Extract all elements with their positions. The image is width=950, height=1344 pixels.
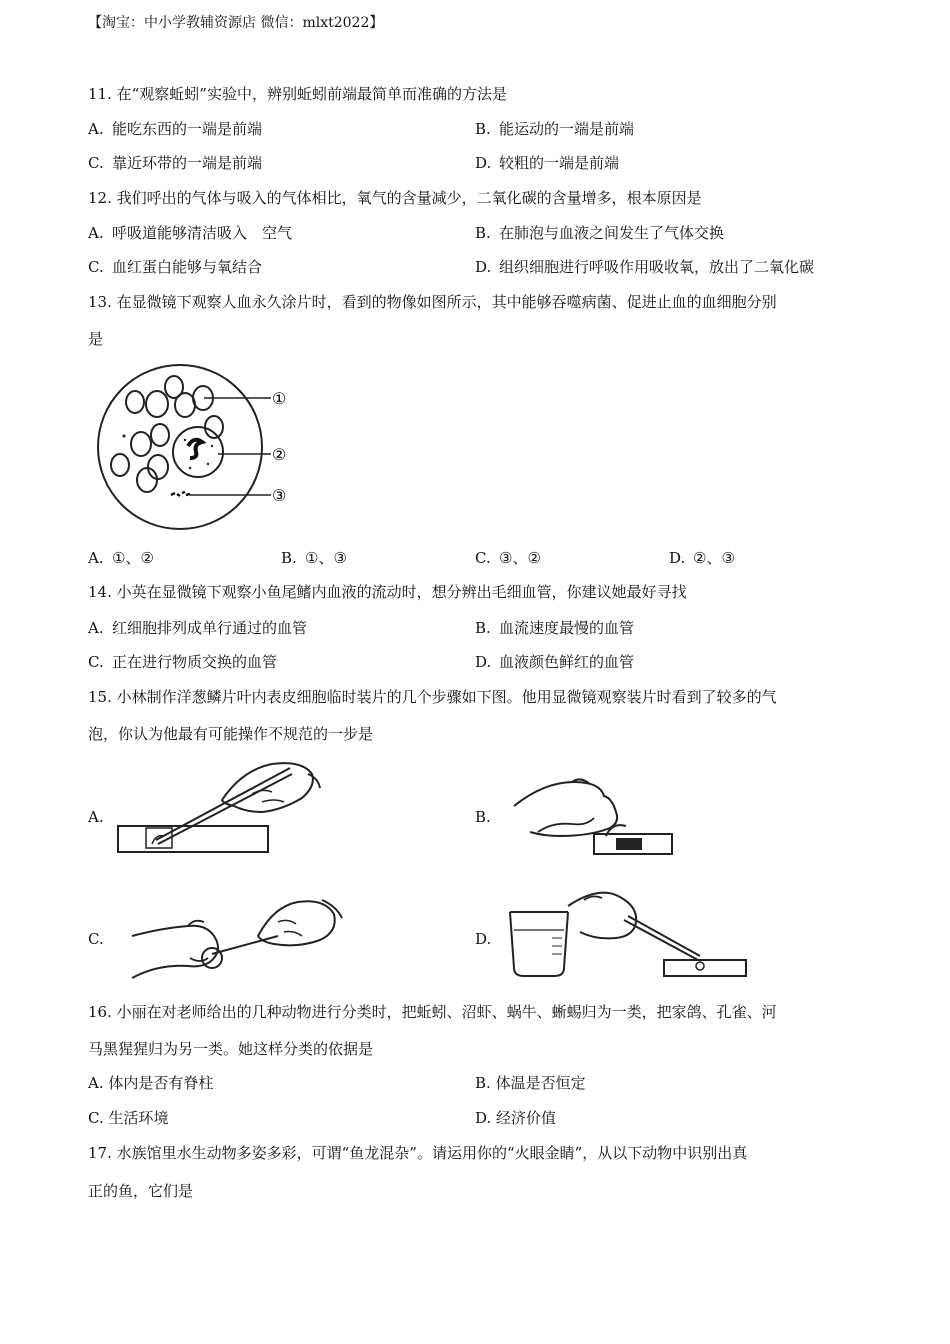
question-15-stem-line2: 泡，你认为他最有可能操作不规范的一步是: [88, 725, 374, 743]
q13-option-a: A. ①、②: [88, 549, 154, 567]
question-16-stem-line1: 16. 小丽在对老师给出的几种动物进行分类时，把蚯蚓、沼虾、蜗牛、蜥蜴归为一类，把家鸽、孔雀、河: [88, 1003, 777, 1021]
question-17-stem-line1: 17. 水族馆里水生动物多姿多彩，可谓“鱼龙混杂”。请运用你的“火眼金睛”，从以下动物中识别出真: [88, 1144, 748, 1162]
q11-option-a: A. 能吃东西的一端是前端: [88, 120, 263, 138]
q13-option-d: D. ②、③: [669, 549, 735, 567]
q15-option-c-label: C.: [88, 930, 104, 948]
q15-figure-a-tweezers: [112, 760, 322, 860]
q15-option-a-label: A.: [88, 808, 104, 826]
question-14-stem: 14. 小英在显微镜下观察小鱼尾鳍内血液的流动时，想分辨出毛细血管，你建议她最好寻找: [88, 583, 687, 601]
q12-option-a: A. 呼吸道能够清洁吸入 空气: [88, 224, 293, 242]
q14-option-c: C. 正在进行物质交换的血管: [88, 653, 278, 671]
question-13-stem-line2: 是: [88, 330, 104, 348]
q15-figure-b-hand-slide: [508, 776, 678, 858]
q15-option-d-label: D.: [475, 930, 492, 948]
blood-figure-label-2: ②: [272, 445, 287, 464]
q13-option-b: B. ①、③: [281, 549, 347, 567]
question-11-stem: 11. 在“观察蚯蚓”实验中，辨别蚯蚓前端最简单而准确的方法是: [88, 85, 507, 103]
q12-option-c: C. 血红蛋白能够与氧结合: [88, 258, 263, 276]
page-header: 【淘宝：中小学教辅资源店 微信：mlxt2022】: [88, 15, 384, 31]
blood-smear-figure: [88, 360, 308, 530]
q15-option-b-label: B.: [475, 808, 491, 826]
q14-option-d: D. 血液颜色鲜红的血管: [475, 653, 635, 671]
q16-option-d: D. 经济价值: [475, 1109, 557, 1127]
q15-figure-c-needle: [128, 896, 348, 980]
q14-option-b: B. 血流速度最慢的血管: [475, 619, 635, 637]
question-13-stem-line1: 13. 在显微镜下观察人血永久涂片时，看到的物像如图所示，其中能够吞噬病菌、促进止血的血细胞分别: [88, 293, 777, 311]
q12-option-d: D. 组织细胞进行呼吸作用吸收氧，放出了二氧化碳: [475, 258, 815, 276]
question-12-stem: 12. 我们呼出的气体与吸入的气体相比，氧气的含量减少，二氧化碳的含量增多，根本原因是: [88, 189, 702, 207]
q16-option-b: B. 体温是否恒定: [475, 1074, 586, 1092]
question-17-stem-line2: 正的鱼，它们是: [88, 1182, 194, 1200]
blood-figure-label-3: ③: [272, 486, 287, 505]
q15-figure-d-dropper: [504, 890, 754, 980]
question-16-stem-line2: 马黑猩猩归为另一类。她这样分类的依据是: [88, 1040, 374, 1058]
q13-option-c: C. ③、②: [475, 549, 541, 567]
q11-option-b: B. 能运动的一端是前端: [475, 120, 635, 138]
q12-option-b: B. 在肺泡与血液之间发生了气体交换: [475, 224, 725, 242]
q16-option-c: C. 生活环境: [88, 1109, 169, 1127]
q11-option-c: C. 靠近环带的一端是前端: [88, 154, 263, 172]
q16-option-a: A. 体内是否有脊柱: [88, 1074, 214, 1092]
q11-option-d: D. 较粗的一端是前端: [475, 154, 620, 172]
blood-figure-label-1: ①: [272, 389, 287, 408]
question-15-stem-line1: 15. 小林制作洋葱鳞片叶内表皮细胞临时装片的几个步骤如下图。他用显微镜观察装片时看到了较多的气: [88, 688, 777, 706]
q14-option-a: A. 红细胞排列成单行通过的血管: [88, 619, 308, 637]
